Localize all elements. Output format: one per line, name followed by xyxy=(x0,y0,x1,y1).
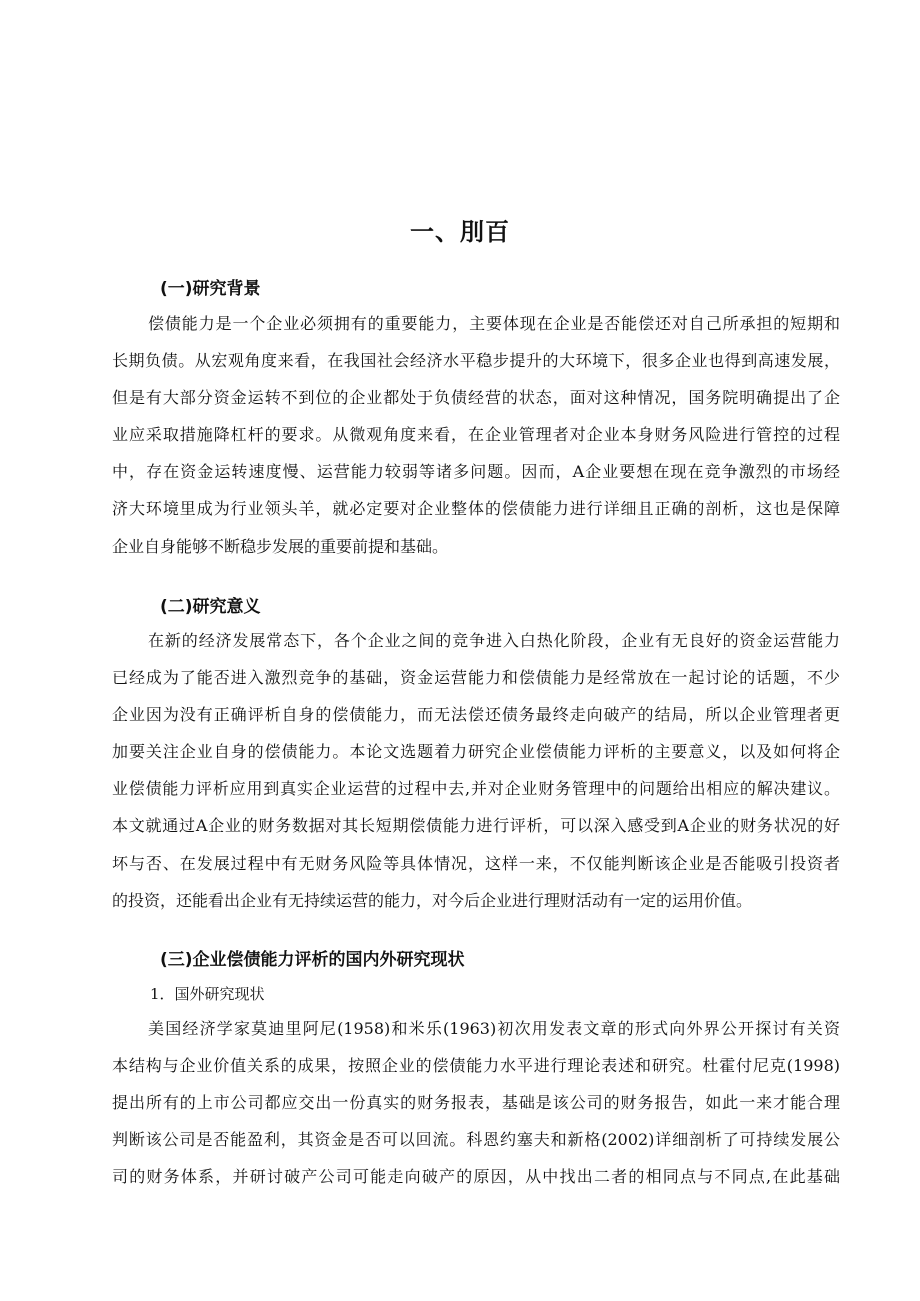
chapter-title: 一、刖百 xyxy=(410,218,510,246)
text-line: 偿债能力是一个企业必须拥有的重要能力，主要体现在企业是否能偿还对自己所承担的短期和 xyxy=(148,314,840,333)
text-line: 企业因为没有正确评析自身的偿债能力，而无法偿还债务最终走向破产的结局，所以企业管理者更 xyxy=(112,705,840,725)
paragraph-background xyxy=(112,305,840,565)
text-line: 业偿债能力评析应用到真实企业运营的过程中去,并对企业财务管理中的问题给出相应的解决建议。 xyxy=(112,779,840,799)
text-line: 本结构与企业价值关系的成果，按照企业的偿债能力水平进行理论表述和研究。杜霍付尼克(1998) xyxy=(112,1056,840,1076)
text-line: 企业自身能够不断稳步发展的重要前提和基础。 xyxy=(112,536,449,556)
section-heading-background: (一)研究背景 xyxy=(160,279,261,299)
text-line: 美国经济学家莫迪里阿尼(1958)和米乐(1963)初次用发表文章的形式向外界公开探讨有关资 xyxy=(148,1019,840,1038)
subheading-foreign-research: 1．国外研究现状 xyxy=(150,985,265,1003)
paragraph-significance xyxy=(112,622,840,919)
section-heading-research-status: (三)企业偿债能力评析的国内外研究现状 xyxy=(160,950,465,970)
text-line: 中，存在资金运转速度慢、运营能力较弱等诸多问题。因而，A企业要想在现在竞争激烈的市场经 xyxy=(112,462,840,482)
text-line: 济大环境里成为行业领头羊，就必定要对企业整体的偿债能力进行详细且正确的剖析，这也是保障 xyxy=(112,499,840,519)
text-line: 加要关注企业自身的偿债能力。本论文选题着力研究企业偿债能力评析的主要意义，以及如何将企 xyxy=(112,742,840,762)
text-line: 已经成为了能否进入激烈竞争的基础，资金运营能力和偿债能力是经常放在一起讨论的话题，不少 xyxy=(112,668,840,688)
text-line: 司的财务体系，并研讨破产公司可能走向破产的原因，从中找出二者的相同点与不同点,在此基础 xyxy=(112,1167,840,1187)
text-line: 在新的经济发展常态下，各个企业之间的竞争进入白热化阶段，企业有无良好的资金运营能力 xyxy=(148,631,840,650)
text-line: 长期负债。从宏观角度来看，在我国社会经济水平稳步提升的大环境下，很多企业也得到高速发展， xyxy=(112,351,840,371)
text-line: 坏与否、在发展过程中有无财务风险等具体情况，这样一来，不仅能判断该企业是否能吸引投资者 xyxy=(112,853,840,873)
section-heading-significance: (二)研究意义 xyxy=(160,597,261,617)
text-line: 本文就通过A企业的财务数据对其长短期偿债能力进行评析，可以深入感受到A企业的财务状况的好 xyxy=(112,816,840,836)
text-line: 判断该公司是否能盈利，其资金是否可以回流。科恩约塞夫和新格(2002)详细剖析了可持续发展公 xyxy=(112,1130,840,1150)
text-line: 但是有大部分资金运转不到位的企业都处于负债经营的状态，面对这种情况，国务院明确提出了企 xyxy=(112,388,840,408)
paragraph-foreign-research xyxy=(112,1010,840,1195)
text-line: 业应采取措施降杠杆的要求。从微观角度来看，在企业管理者对企业本身财务风险进行管控的过程 xyxy=(112,425,840,445)
text-line: 的投资，还能看出企业有无持续运营的能力，对今后企业进行理财活动有一定的运用价值。 xyxy=(112,890,753,910)
text-line: 提出所有的上市公司都应交出一份真实的财务报表，基础是该公司的财务报告，如此一来才能合理 xyxy=(112,1093,840,1113)
